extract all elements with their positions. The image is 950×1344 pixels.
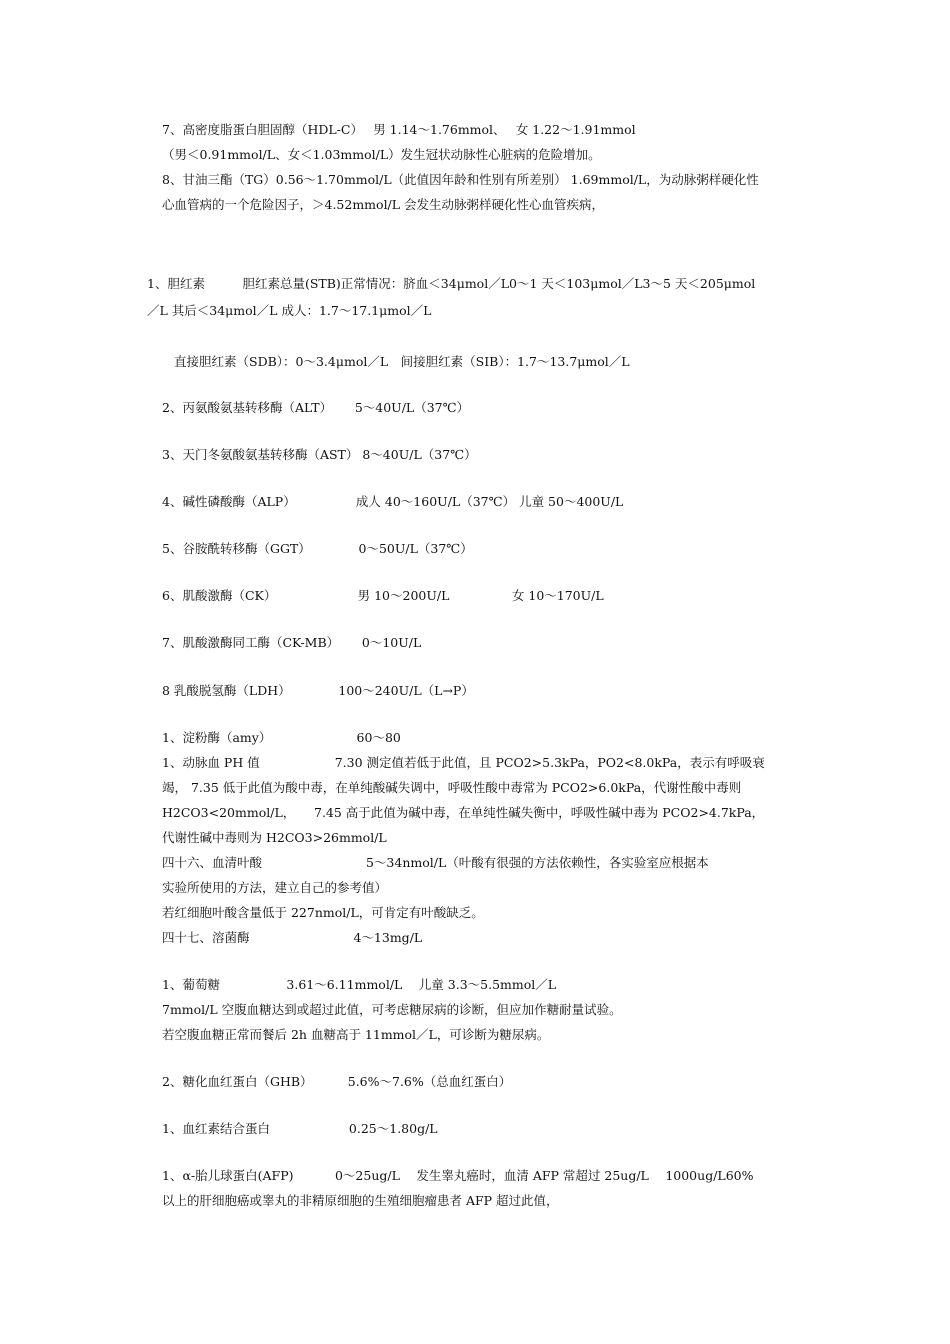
text-line: ／L 其后＜34μmol／L 成人：1.7～17.1μmol／L <box>147 303 432 318</box>
text-line: H2CO3<20mmol/L， 7.45 高于此值为碱中毒，在单纯性碱失衡中，呼吸性碱中毒为 PCO2>4.7kPa， <box>162 805 765 820</box>
text-line: （男＜0.91mmol/L、女＜1.03mmol/L）发生冠状动脉性心脏病的危险增加。 <box>162 147 601 162</box>
text-line: 7mmol/L 空腹血糖达到或超过此值，可考虑糖尿病的诊断，但应加作糖耐量试验。 <box>162 1002 622 1017</box>
text-line: 1、α-胎儿球蛋白(AFP) 0～25ug/L 发生睾丸癌时，血清 AFP 常超过 25ug/L 1000ug/L60% <box>162 1168 754 1183</box>
text-line: 7、高密度脂蛋白胆固醇（HDL-C） 男 1.14～1.76mmol、 女 1.22～1.91mmol <box>162 122 636 137</box>
text-line: 8、甘油三酯（TG）0.56～1.70mmol/L（此值因年龄和性别有所差别） 1.69mmol/L，为动脉粥样硬化性 <box>162 172 759 187</box>
text-line: 代谢性碱中毒则为 H2CO3>26mmol/L <box>162 830 387 845</box>
text-line: 心血管病的一个危险因子，＞4.52mmol/L 会发生动脉粥样硬化性心血管疾病， <box>162 197 605 212</box>
text-line: 1、淀粉酶（amy） 60～80 <box>162 730 401 745</box>
text-line: 四十七、溶菌酶 4～13mg/L <box>162 930 423 945</box>
text-line: 以上的肝细胞癌或睾丸的非精原细胞的生殖细胞瘤患者 AFP 超过此值， <box>162 1193 559 1208</box>
text-line: 3、天门冬氨酸氨基转移酶（AST） 8～40U/L（37℃） <box>162 447 477 462</box>
text-line: 1、动脉血 PH 值 7.30 测定值若低于此值，且 PCO2>5.3kPa，PO2<8.0kPa，表示有呼吸衰 <box>162 755 765 770</box>
text-line: 竭， 7.35 低于此值为酸中毒，在单纯酸碱失调中，呼吸性酸中毒常为 PCO2>6.0kPa，代谢性酸中毒则 <box>162 780 742 795</box>
text-line: 若空腹血糖正常而餐后 2h 血糖高于 11mmol／L，可诊断为糖尿病。 <box>162 1027 550 1042</box>
text-line: 2、丙氨酸氨基转移酶（ALT） 5～40U/L（37℃） <box>162 400 470 415</box>
text-line: 若红细胞叶酸含量低于 227nmol/L，可肯定有叶酸缺乏。 <box>162 905 484 920</box>
text-line: 7、肌酸激酶同工酶（CK-MB） 0～10U/L <box>162 635 422 650</box>
text-line: 4、碱性磷酸酶（ALP） 成人 40～160U/L（37℃） 儿童 50～400U/L <box>162 494 624 509</box>
text-line: 5、谷胺酰转移酶（GGT） 0～50U/L（37℃） <box>162 541 473 556</box>
text-line: 6、肌酸激酶（CK） 男 10～200U/L 女 10～170U/L <box>162 588 604 603</box>
text-line: 1、胆红素 胆红素总量(STB)正常情况：脐血＜34μmol／L0～1 天＜103μmol／L3～5 天＜205μmol <box>147 276 756 291</box>
text-line: 1、血红素结合蛋白 0.25～1.80g/L <box>162 1121 438 1136</box>
text-line: 2、糖化血红蛋白（GHB） 5.6%～7.6%（总血红蛋白） <box>162 1074 512 1089</box>
text-line: 1、葡萄糖 3.61～6.11mmol/L 儿童 3.3～5.5mmol／L <box>162 977 557 992</box>
text-line: 8 乳酸脱氢酶（LDH） 100～240U/L（L→P） <box>162 683 474 698</box>
text-line: 实验所使用的方法，建立自己的参考值） <box>162 880 388 895</box>
text-line: 直接胆红素（SDB）：0～3.4μmol／L 间接胆红素（SIB）：1.7～13.7μmol／L <box>174 354 630 369</box>
text-line: 四十六、血清叶酸 5～34nmol/L（叶酸有很强的方法依赖性，各实验室应根据本 <box>162 855 709 870</box>
